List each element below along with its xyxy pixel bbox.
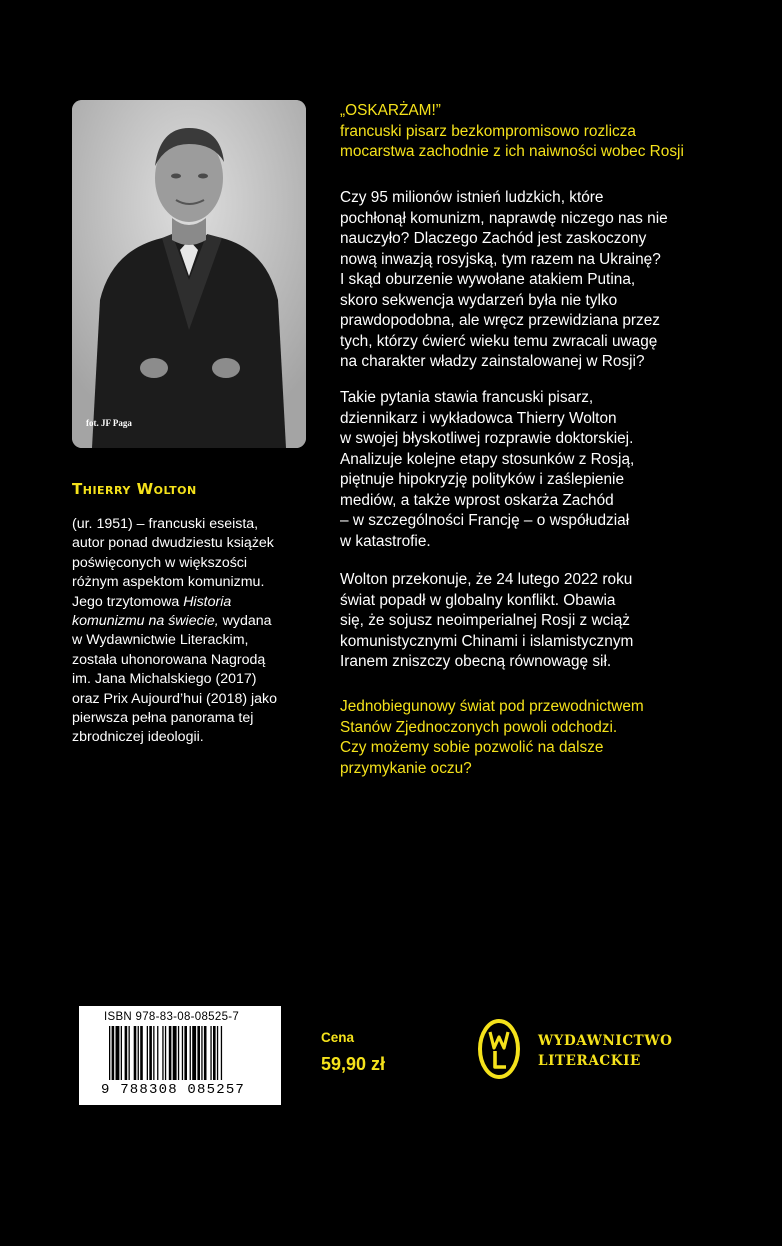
photo-credit: fot. JF Paga <box>86 418 132 428</box>
paragraph-line: się, że sojusz neoimperialnej Rosji z wciąż <box>340 612 630 629</box>
author-portrait-illustration <box>72 100 306 448</box>
price-value: 59,90 zł <box>321 1054 386 1074</box>
paragraph-line: Iranem zniszczy obecną równowagę sił. <box>340 653 612 670</box>
book-title-italic: Historia <box>183 593 232 610</box>
bio-text: Jego trzytomowa <box>72 593 184 610</box>
headline <box>340 101 740 163</box>
ean-number: 9 788308 085257 <box>101 1082 246 1098</box>
publisher-line: LITERACKIE <box>538 1053 641 1069</box>
closing-line: Jednobiegunowy świat pod przewodnictwem <box>340 698 644 715</box>
isbn-barcode <box>79 1006 281 1105</box>
author-name: Thierry Wolton <box>72 480 197 498</box>
closing-line: Czy możemy sobie pozwolić na dalsze <box>340 739 604 756</box>
author-bio <box>72 515 320 748</box>
author-photo <box>72 100 306 448</box>
paragraph-line: mediów, a także wprost oskarża Zachód <box>340 491 614 509</box>
price-label: Cena <box>321 1030 355 1045</box>
paragraph-line: Wolton przekonuje, że 24 lutego 2022 roku <box>340 571 633 588</box>
bio-line: autor ponad dwudziestu książek <box>72 535 274 552</box>
bio-line: zbrodniczej ideologii. <box>72 729 204 746</box>
headline-line: mocarstwa zachodnie z ich naiwności wobec Rosji <box>340 143 684 160</box>
paragraph-line: świat popadł w globalny konflikt. Obawia <box>340 591 616 609</box>
bio-line: poświęconych w większości <box>72 554 248 571</box>
isbn-number: ISBN 978-83-08-08525-7 <box>104 1011 240 1023</box>
paragraph-line: Analizuje kolejne etapy stosunków z Rosją, <box>340 450 635 468</box>
paragraph-line: w katastrofie. <box>340 532 431 550</box>
bio-line: pierwsza pełna panorama tej <box>72 710 254 727</box>
paragraph-1 <box>340 188 740 373</box>
headline-line: „OSKARŻAM!” <box>340 102 441 119</box>
paragraph-2 <box>340 388 740 552</box>
bio-line: została uhonorowana Nagrodą <box>72 651 266 668</box>
bio-line: (ur. 1951) – francuski eseista, <box>72 516 259 532</box>
publisher-name <box>538 1031 672 1071</box>
bio-text: wydana <box>218 613 272 630</box>
bio-line <box>72 593 320 612</box>
paragraph-line: prawdopodobna, ale wręcz przewidziana przez <box>340 312 660 329</box>
paragraph-line: dziennikarz i wykładowca Thierry Wolton <box>340 409 617 427</box>
bio-line: oraz Prix Aujourd’hui (2018) jako <box>72 690 278 707</box>
paragraph-line: I skąd oburzenie wywołane atakiem Putina, <box>340 271 636 288</box>
book-title-italic: komunizmu na świecie, <box>72 613 219 630</box>
bio-line: różnym aspektom komunizmu. <box>72 574 265 591</box>
bio-line: w Wydawnictwie Literackim, <box>72 632 249 649</box>
closing-line: przymykanie oczu? <box>340 759 472 777</box>
paragraph-line: Takie pytania stawia francuski pisarz, <box>340 389 594 406</box>
paragraph-3 <box>340 570 740 673</box>
paragraph-line: tych, którzy ćwierć wieku temu zwracali uwagę <box>340 332 658 350</box>
bio-line <box>72 612 320 631</box>
publisher-logo-icon <box>477 1018 521 1080</box>
paragraph-line: nową inwazją rosyjską, tym razem na Ukrainę? <box>340 250 661 268</box>
paragraph-line: nauczyło? Dlaczego Zachód jest zaskoczony <box>340 230 647 247</box>
paragraph-line: skoro sekwencja wydarzeń była nie tylko <box>340 291 618 309</box>
paragraph-line: – w szczególności Francję – o współudział <box>340 512 630 529</box>
paragraph-line: na charakter władzy zainstalowanej w Rosji? <box>340 353 645 370</box>
paragraph-line: Czy 95 milionów istnień ludzkich, które <box>340 189 604 206</box>
paragraph-line: w swojej błyskotliwej rozprawie doktorskiej. <box>340 430 634 447</box>
publisher-line: WYDAWNICTWO <box>538 1033 673 1049</box>
paragraph-line: komunistycznymi Chinami i islamistycznym <box>340 632 634 650</box>
paragraph-line: pochłonął komunizm, naprawdę niczego nas nie <box>340 209 668 227</box>
paragraph-line: piętnuje hipokryzję polityków i zaślepienie <box>340 471 625 488</box>
bio-line: im. Jana Michalskiego (2017) <box>72 671 257 688</box>
closing-statement <box>340 697 740 779</box>
headline-line: francuski pisarz bezkompromisowo rozlicza <box>340 122 636 140</box>
closing-line: Stanów Zjednoczonych powoli odchodzi. <box>340 718 618 736</box>
